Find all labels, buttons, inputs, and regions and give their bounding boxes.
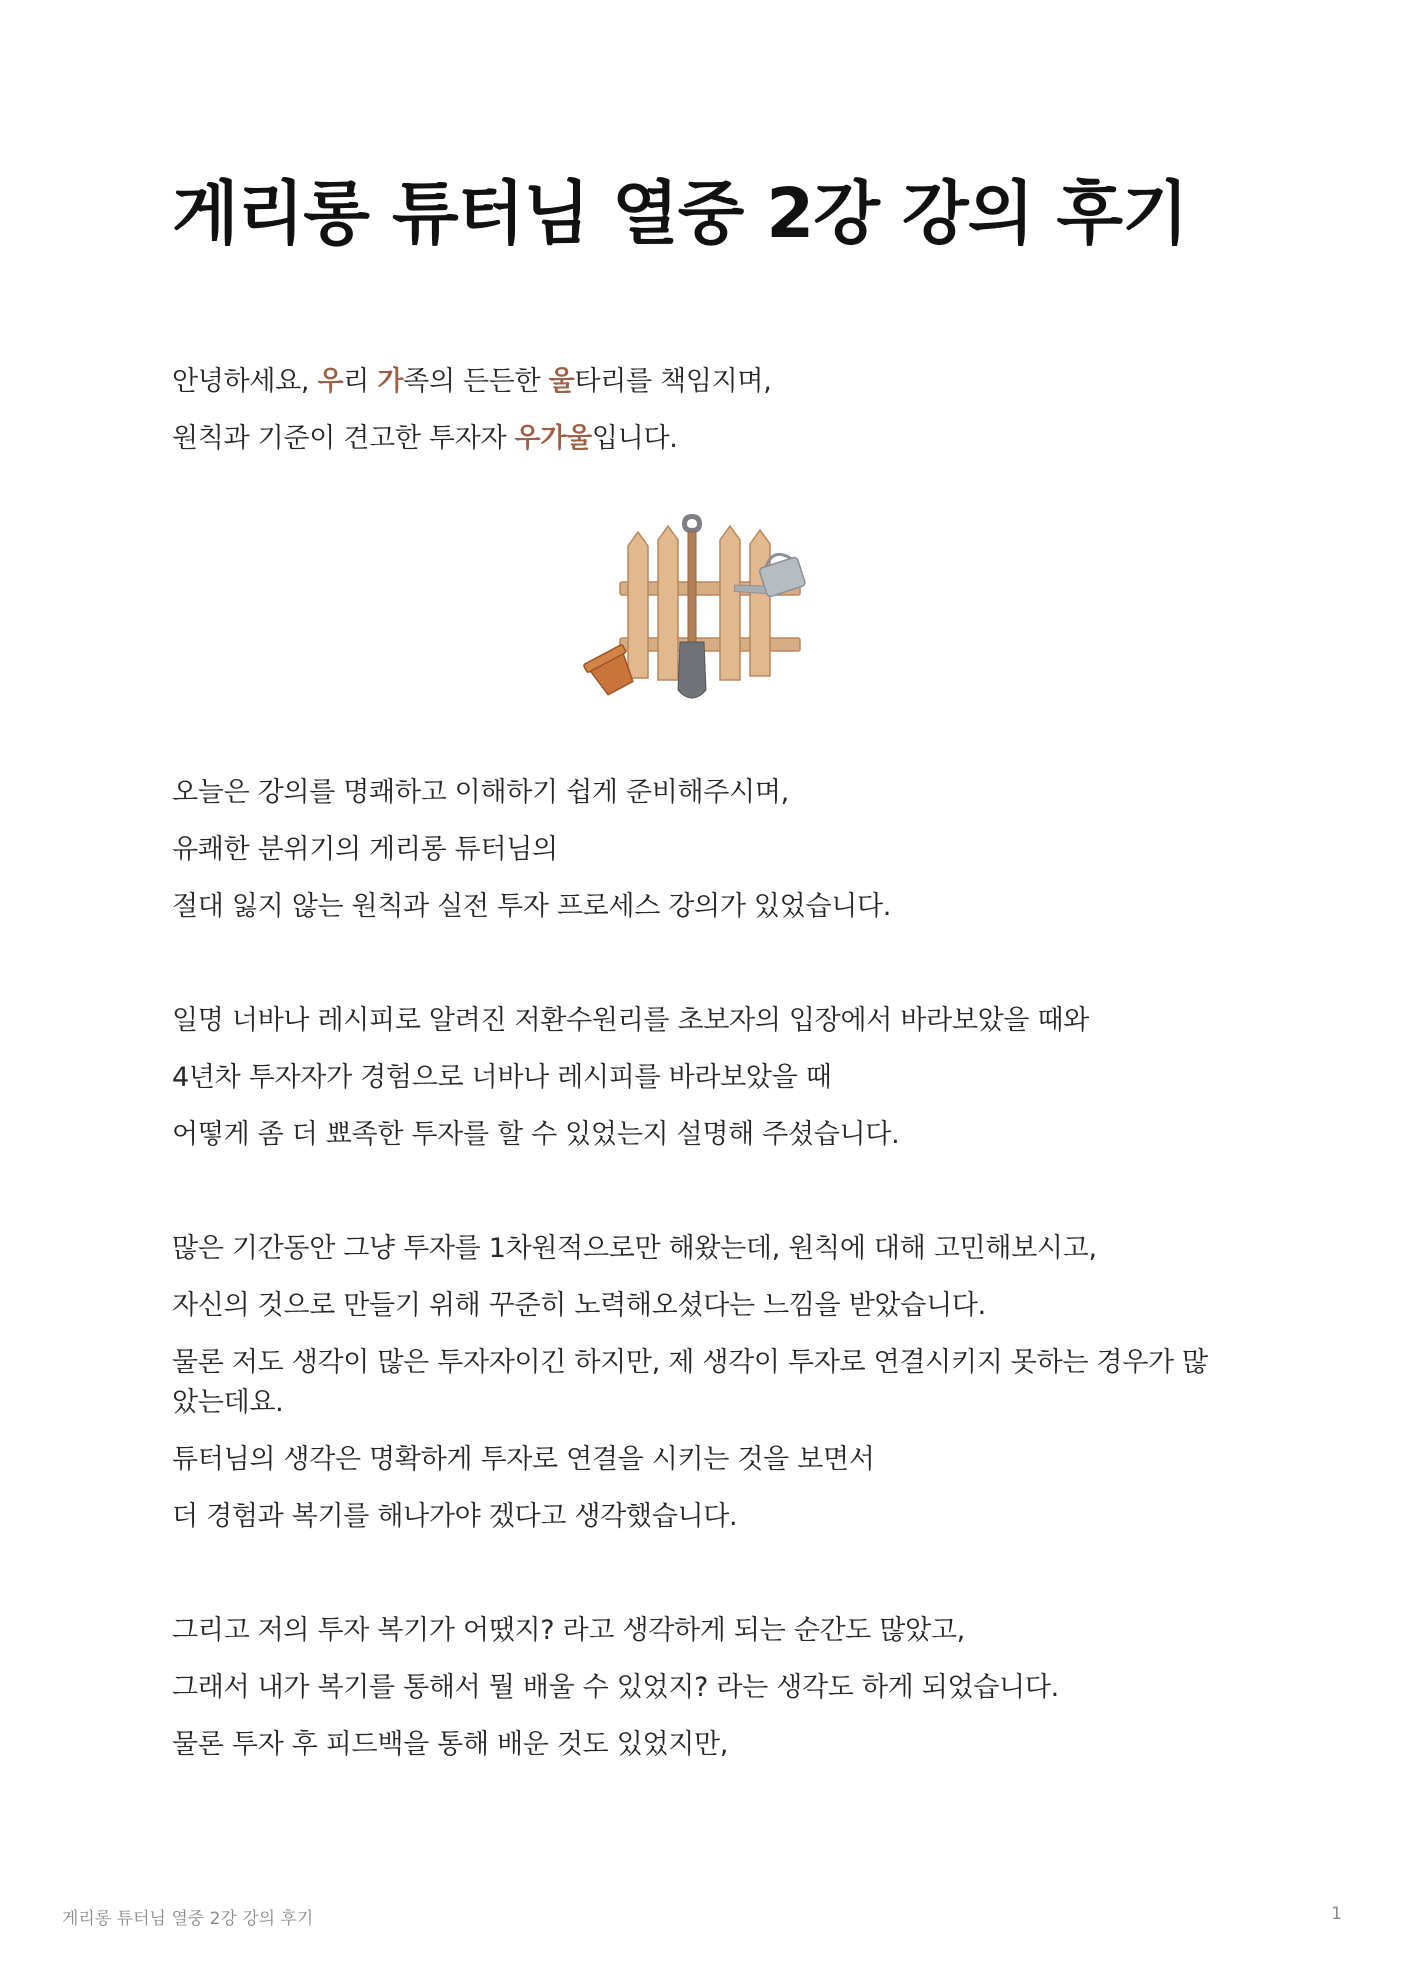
intro-line-2	[172, 419, 1232, 459]
intro-line-1	[172, 362, 1232, 402]
author-nickname: 우가울	[514, 423, 592, 454]
paragraph-1	[172, 773, 1232, 927]
highlight-letter: 우	[317, 366, 344, 397]
text-line: 물론 투자 후 피드백을 통해 배운 것도 있었지만,	[172, 1729, 729, 1760]
text-line: 튜터님의 생각은 명확하게 투자로 연결을 시키는 것을 보면서	[172, 1444, 875, 1475]
page-number: 1	[1331, 1904, 1342, 1924]
text-line: 았는데요.	[172, 1387, 284, 1418]
footer-title: 게리롱 튜터님 열중 2강 강의 후기	[62, 1909, 314, 1929]
body-paragraphs	[172, 773, 1232, 1765]
paragraph-3	[172, 1229, 1232, 1537]
text-line: 많은 기간동안 그냥 투자를 1차원적으로만 해왔는데, 원칙에 대해 고민해보시고,	[172, 1233, 1097, 1264]
text-line: 어떻게 좀 더 뾰족한 투자를 할 수 있었는지 설명해 주셨습니다.	[172, 1119, 900, 1150]
intro-text: 타리를 책임지며,	[574, 366, 772, 397]
text-line: 그래서 내가 복기를 통해서 뭘 배울 수 있었지? 라는 생각도 하게 되었습니다.	[172, 1672, 1059, 1703]
document-body	[172, 362, 1232, 1782]
text-line: 더 경험과 복기를 해나가야 겠다고 생각했습니다.	[172, 1501, 738, 1532]
paragraph-spacer	[172, 944, 1232, 1001]
text-line: 오늘은 강의를 명쾌하고 이해하기 쉽게 준비해주시며,	[172, 777, 789, 808]
highlight-letter: 울	[548, 366, 575, 397]
intro-text: 리	[343, 366, 378, 397]
text-line: 물론 저도 생각이 많은 투자자이긴 하지만, 제 생각이 투자로 연결시키지 못하는 경우가 많	[172, 1347, 1208, 1378]
paragraph-spacer	[172, 1172, 1232, 1229]
intro-text: 안녕하세요,	[172, 366, 318, 397]
text-line: 그리고 저의 투자 복기가 어땠지? 라고 생각하게 되는 순간도 많았고,	[172, 1615, 965, 1646]
intro-text: 원칙과 기준이 견고한 투자자	[172, 423, 515, 454]
paragraph-spacer	[172, 1554, 1232, 1611]
text-line: 절대 잃지 않는 원칙과 실전 투자 프로세스 강의가 있었습니다.	[172, 891, 892, 922]
paragraph-2	[172, 1001, 1232, 1155]
text-line: 유쾌한 분위기의 게리롱 튜터님의	[172, 834, 558, 865]
intro-text: 입니다.	[591, 423, 678, 454]
text-line: 4년차 투자자가 경험으로 너바나 레시피를 바라보았을 때	[172, 1062, 832, 1093]
page-title: 게리롱 튜터님 열중 2강 강의 후기	[172, 174, 1188, 254]
garden-fence-shovel-watering-can-icon	[582, 510, 822, 710]
paragraph-4	[172, 1611, 1232, 1765]
page-footer	[0, 1904, 1404, 1934]
highlight-letter: 가	[377, 366, 404, 397]
intro-text: 족의 든든한	[403, 366, 549, 397]
text-line: 일명 너바나 레시피로 알려진 저환수원리를 초보자의 입장에서 바라보았을 때와	[172, 1005, 1090, 1036]
text-line: 자신의 것으로 만들기 위해 꾸준히 노력해오셨다는 느낌을 받았습니다.	[172, 1290, 986, 1321]
